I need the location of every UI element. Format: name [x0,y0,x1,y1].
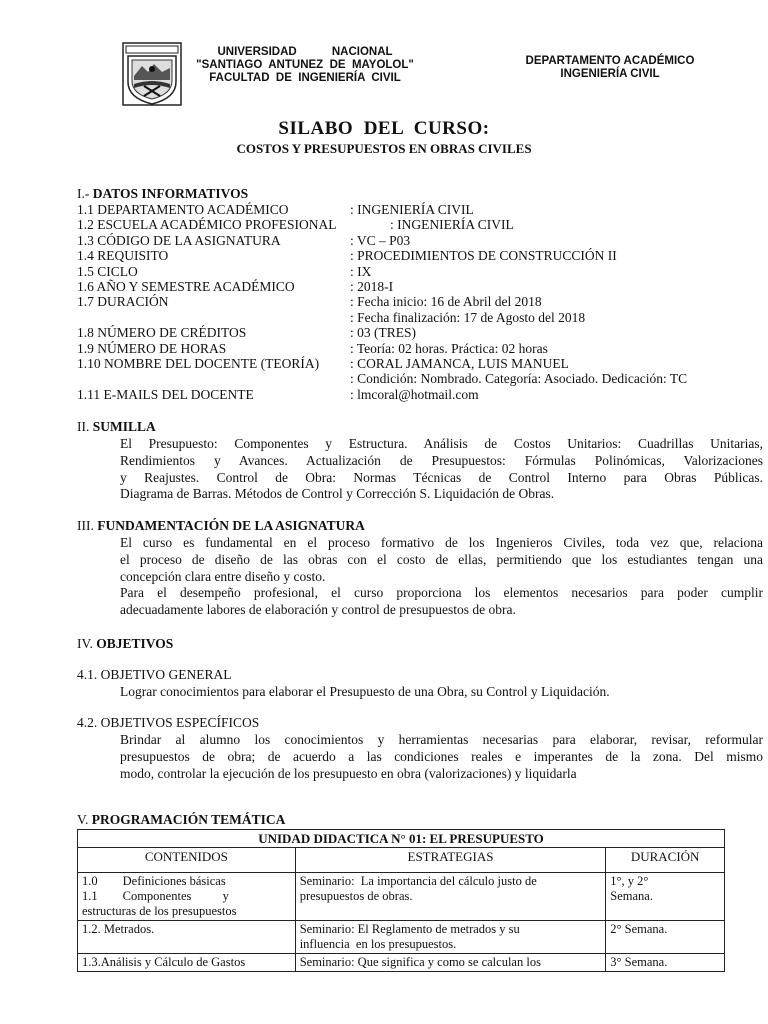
info-label: 1.5 CICLO [77,263,138,279]
info-value: : VC – P03 [350,232,411,248]
content-cell-line: 1.2. Metrados. [82,922,155,936]
sumilla-line: Rendimientos y Avances. Actualización de Presupuestos: Fórmulas Polinómicas, Valorizaciones [120,452,763,468]
program-table [77,829,725,972]
info-label: 1.6 AÑO Y SEMESTRE ACADÉMICO [77,279,295,294]
info-label: 1.11 E-MAILS DEL DOCENTE [77,386,254,402]
info-label: 1.7 DURACIÓN [77,294,169,310]
section-1-heading [77,186,248,202]
fundamentacion-paragraph [120,535,763,619]
duration-cell [606,954,725,972]
section-3-title: FUNDAMENTACIÓN DE LA ASIGNATURA [97,518,365,533]
info-value: : INGENIERÍA CIVIL [390,217,514,233]
duration-cell-line: 2° Semana. [610,922,668,936]
info-value: : 2018-I [350,279,394,294]
info-value: : Condición: Nombrado. Categoría: Asociado. Dedicación: TC [350,371,688,387]
section-2-title: SUMILLA [92,419,156,434]
content-cell-line: 1.3.Análisis y Cálculo de Gastos [82,955,246,969]
sumilla-line: Diagrama de Barras. Métodos de Control y Corrección S. Liquidación de Obras. [120,486,555,502]
fundamentacion-line: el proceso de diseño de las obras con el costo de ellas, permitiendo que los estudiantes tengan una [120,551,763,567]
objetivos-especificos-paragraph [120,732,763,782]
duration-cell-line: 1°, y 2° [610,874,649,888]
duration-cell [606,873,725,921]
table-row [78,921,725,954]
objetivos-especificos-line: Brindar al alumno los conocimientos y herramientas necesarias para elaborar, revisar, reformular [120,732,763,747]
department-header [505,55,715,81]
objetivo-general-paragraph [120,684,763,701]
section-5-prefix: V. [77,812,92,827]
section-5-title: PROGRAMACIÓN TEMÁTICA [91,812,286,827]
fundamentacion-line: El curso es fundamental en el proceso formativo de los Ingenieros Civiles, toda vez que, relaciona [120,535,763,550]
section-5-heading [77,812,285,828]
info-label: 1.8 NÚMERO DE CRÉDITOS [77,325,247,341]
strategy-cell-line: Seminario: El Reglamento de metrados y su [299,922,520,936]
info-value: : INGENIERÍA CIVIL [350,202,474,217]
section-3-heading [77,518,365,534]
strategy-cell-line: Seminario: Que significa y como se calculan los [299,955,541,969]
section-1-prefix: I.- [77,186,93,201]
department-subname: INGENIERÍA CIVIL [560,68,660,80]
info-value: : IX [350,263,372,279]
column-header-estrategias: ESTRATEGIAS [295,848,606,873]
info-value: : CORAL JAMANCA, LUIS MANUEL [350,356,569,371]
duration-cell-line: 3° Semana. [610,955,668,969]
duration-cell [606,921,725,954]
fundamentacion-line: adecuadamente labores de elaboración y control de presupuestos de obra. [120,602,516,618]
sumilla-line: y Reajustes. Control de Obra: Normas Técnicas de Control Interno para Obras Públicas. [120,469,763,485]
department-name: DEPARTAMENTO ACADÉMICO [525,55,695,67]
content-cell [78,873,296,921]
strategy-cell-line: presupuestos de obras. [299,889,413,903]
sumilla-paragraph [120,436,763,503]
column-header-duracion: DURACIÓN [606,848,725,873]
column-header-contenidos: CONTENIDOS [78,848,296,873]
info-label: 1.10 NOMBRE DEL DOCENTE (TEORÍA) [77,356,320,371]
section-2-heading [77,419,156,435]
info-value: : Teoría: 02 horas. Práctica: 02 horas [350,340,548,356]
sumilla-line: El Presupuesto: Componentes y Estructura. Análisis de Costos Unitarios: Cuadrillas Unitarias, [120,436,763,451]
content-cell-line: 1.1 Componentes y [82,889,229,903]
info-value: : 03 (TRES) [350,325,416,341]
section-4-heading [77,636,173,652]
strategy-cell [295,873,606,921]
section-3-prefix: III. [77,518,98,533]
content-cell-line: estructuras de los presupuestos [82,904,237,918]
info-label: 1.9 NÚMERO DE HORAS [77,340,227,356]
objetivo-general-title: 4.1. OBJETIVO GENERAL [77,667,232,682]
section-4-prefix: IV. [77,636,97,651]
info-value: : PROCEDIMIENTOS DE CONSTRUCCIÓN II [350,248,617,264]
page-title: SILABO DEL CURSO: [278,118,490,139]
objetivos-especificos-line: presupuestos de obra; de acuerdo a las condiciones reales e imperantes de la zona. Del mismo [120,748,763,764]
faculty-name: FACULTAD DE INGENIERÍA CIVIL [209,72,401,84]
fundamentacion-line: Para el desempeño profesional, el curso proporciona los elementos necesarios para poder cumplir [120,585,763,601]
section-4-title: OBJETIVOS [96,636,174,651]
table-row [78,954,725,972]
info-label: 1.2 ESCUELA ACADÉMICO PROFESIONAL [77,217,337,233]
objetivos-especificos-line: modo, controlar la ejecución de los presupuesto en obra (valorizaciones) y liquidarla [120,765,577,781]
content-cell-line: 1.0 Definiciones básicas [82,874,226,888]
info-value[interactable]: : lmcoral@hotmail.com [350,386,479,402]
unit-title: UNIDAD DIDACTICA N° 01: EL PRESUPUESTO [78,830,725,848]
university-name-quoted: "SANTIAGO ANTUNEZ DE MAYOLOL" [196,59,414,71]
university-header [160,46,450,85]
info-label: 1.4 REQUISITO [77,248,169,264]
strategy-cell-line: influencia en los presupuestos. [299,937,457,951]
university-name: UNIVERSIDAD NACIONAL [217,46,393,58]
content-cell [78,921,296,954]
table-row [78,873,725,921]
section-1-title: DATOS INFORMATIVOS [92,186,249,201]
content-cell [78,954,296,972]
objetivo-general-text: Lograr conocimientos para elaborar el Presupuesto de una Obra, su Control y Liquidación. [120,684,610,699]
info-label: 1.1 DEPARTAMENTO ACADÉMICO [77,202,289,217]
info-label: 1.3 CÓDIGO DE LA ASIGNATURA [77,232,281,248]
strategy-cell-line: Seminario: La importancia del cálculo justo de [299,874,537,888]
section-2-prefix: II. [77,419,93,434]
objetivos-especificos-title: 4.2. OBJETIVOS ESPECÍFICOS [77,715,260,730]
info-value: : Fecha finalización: 17 de Agosto del 2018 [350,309,586,325]
strategy-cell [295,921,606,954]
course-subtitle: COSTOS Y PRESUPUESTOS EN OBRAS CIVILES [236,141,532,156]
info-value: : Fecha inicio: 16 de Abril del 2018 [350,294,542,310]
duration-cell-line: Semana. [610,889,653,903]
fundamentacion-line: concepción clara entre diseño y costo. [120,568,326,584]
strategy-cell [295,954,606,972]
